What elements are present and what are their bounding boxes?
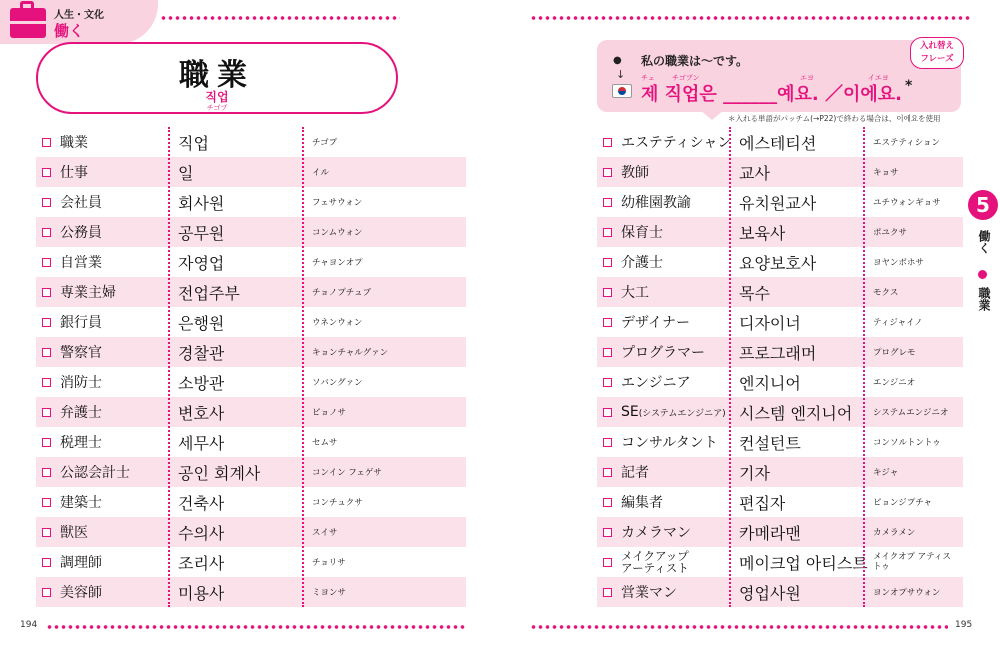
japanese-term (42, 427, 102, 457)
korean-reading: ミヨンサ (312, 588, 347, 598)
japanese-term-text: 建築士 (60, 495, 102, 511)
korean-term: 변호사 (178, 403, 225, 423)
table-row (597, 157, 963, 187)
checkbox[interactable] (603, 138, 612, 147)
table-row (36, 217, 466, 247)
phrase-box-tail (700, 110, 724, 120)
japanese-term (42, 157, 88, 187)
checkbox[interactable] (603, 228, 612, 237)
checkbox[interactable] (603, 498, 612, 507)
top-dotted-border-right (530, 16, 970, 20)
table-row (36, 397, 466, 427)
bottom-dotted-border-right (530, 625, 948, 629)
korean-term: 시스템 엔지니어 (739, 403, 853, 423)
checkbox[interactable] (42, 438, 51, 447)
japanese-term-text: 公認会計士 (60, 465, 130, 481)
korean-term: 회사원 (178, 193, 225, 213)
side-tab-topic: 職業 (977, 287, 991, 311)
checkbox[interactable] (42, 528, 51, 537)
japanese-term (603, 247, 663, 277)
japanese-term (42, 187, 102, 217)
column-divider (729, 127, 731, 607)
japanese-term (603, 307, 690, 337)
japanese-term (42, 247, 102, 277)
japanese-term (603, 577, 677, 607)
japanese-term (42, 277, 116, 307)
phrase-japanese: 私の職業は～です。 (641, 54, 749, 68)
checkbox[interactable] (603, 258, 612, 267)
korean-reading: ティジャイノ (873, 318, 923, 328)
japanese-term-text: 大工 (621, 285, 649, 301)
table-row (36, 487, 466, 517)
korean-reading-line-2: トゥ (873, 562, 890, 572)
table-row (597, 277, 963, 307)
table-row (36, 517, 466, 547)
korean-reading: チャヨンオプ (312, 258, 363, 268)
korean-reading: コンイン フェゲサ (312, 468, 382, 478)
table-row (597, 217, 963, 247)
japanese-term-text: 獣医 (60, 525, 88, 541)
korean-reading: ヨヤンボホサ (873, 258, 924, 268)
japanese-term-text: SE (621, 404, 639, 420)
japanese-term (603, 517, 691, 547)
phrase-reading-che: チェ (641, 74, 655, 82)
korean-term: 카메라맨 (739, 523, 801, 543)
japanese-term-note: (システムエンジニア) (638, 408, 726, 419)
japanese-term-text: 仕事 (60, 165, 88, 181)
page-number-left: 194 (20, 620, 38, 630)
table-row (36, 577, 466, 607)
table-row (36, 367, 466, 397)
korean-reading: ヨンオプサウォン (873, 588, 941, 598)
japanese-term-text: 職業 (60, 135, 88, 151)
vocab-table-right (597, 127, 963, 607)
checkbox[interactable] (603, 168, 612, 177)
korean-term: 기자 (739, 463, 770, 483)
japanese-term-text: 美容師 (60, 585, 102, 601)
checkbox[interactable] (42, 318, 51, 327)
title-korean: 직업 (205, 90, 229, 104)
japanese-term (42, 487, 102, 517)
japanese-term-text: デザイナー (621, 315, 691, 331)
japanese-term-text: プログラマー (621, 345, 705, 361)
korean-reading: ユチウォンギョサ (873, 198, 941, 208)
korean-reading: チョノプチュブ (312, 288, 371, 298)
korean-term: 미용사 (178, 583, 225, 603)
korea-flag-icon (612, 84, 632, 98)
checkbox[interactable] (603, 198, 612, 207)
japanese-term (603, 547, 689, 577)
korean-term: 영업사원 (739, 583, 801, 603)
vocab-table-left (36, 127, 466, 607)
korean-term: 편집자 (739, 493, 786, 513)
korean-term: 은행원 (178, 313, 225, 333)
checkbox[interactable] (42, 198, 51, 207)
korean-term: 건축사 (178, 493, 225, 513)
japanese-term-text: 公務員 (60, 225, 102, 241)
checkbox[interactable] (603, 408, 612, 417)
japanese-term (42, 367, 102, 397)
japanese-term (42, 337, 102, 367)
korean-term: 직업 (178, 133, 209, 153)
checkbox[interactable] (603, 348, 612, 357)
korean-reading: フェサウォン (312, 198, 363, 208)
japanese-term (603, 457, 649, 487)
korean-term: 유치원교사 (739, 193, 817, 213)
table-row (597, 457, 963, 487)
korean-reading: セムサ (312, 438, 338, 448)
korean-term: 조리사 (178, 553, 225, 573)
table-row (36, 547, 466, 577)
swap-phrase-label-1: 入れ替え (919, 41, 954, 51)
korean-reading: キジャ (873, 468, 899, 478)
table-row (597, 547, 963, 577)
korean-term: 공인 회계사 (178, 463, 261, 483)
column-divider (302, 127, 304, 607)
table-row (36, 187, 466, 217)
korean-reading: エステティション (873, 138, 940, 148)
korean-term: 목수 (739, 283, 770, 303)
korean-reading: ウネンウォン (312, 318, 363, 328)
japanese-term-text: 税理士 (60, 435, 102, 451)
japanese-term-text: 弁護士 (60, 405, 102, 421)
korean-reading: キョサ (873, 168, 899, 178)
phrase-reading-ieyo: イエヨ (868, 74, 889, 82)
checkbox[interactable] (42, 288, 51, 297)
japanese-term-line-2: アーティスト (621, 561, 689, 575)
korean-reading: プログレモ (873, 348, 916, 358)
phrase-asterisk: * (905, 78, 913, 94)
korean-term: 메이크업 아티스트 (739, 553, 868, 573)
korean-reading: ピョノサ (312, 408, 347, 418)
japanese-term-text: 会社員 (60, 195, 102, 211)
section-label: 働く (54, 22, 85, 40)
korean-reading: カメラメン (873, 528, 916, 538)
table-row (597, 397, 963, 427)
checkbox[interactable] (42, 138, 51, 147)
table-row (597, 187, 963, 217)
checkbox[interactable] (42, 558, 51, 567)
korean-term: 컨설턴트 (739, 433, 801, 453)
japanese-term-text: 幼稚園教諭 (621, 195, 691, 211)
korean-reading (873, 547, 951, 577)
table-row (597, 367, 963, 397)
japanese-term (603, 277, 649, 307)
checkbox[interactable] (42, 378, 51, 387)
korean-reading: キョンチャルグァン (312, 348, 389, 358)
checkbox[interactable] (42, 258, 51, 267)
japanese-term (42, 217, 102, 247)
checkbox[interactable] (42, 348, 51, 357)
korean-reading: チョリサ (312, 558, 346, 568)
japanese-term (603, 367, 691, 397)
korean-term: 교사 (739, 163, 770, 183)
japanese-term-text: カメラマン (621, 525, 691, 541)
table-row (36, 247, 466, 277)
phrase-arrow: ↓ (616, 68, 626, 81)
korean-reading: ポユクサ (873, 228, 908, 238)
checkbox[interactable] (42, 468, 51, 477)
japanese-term-text: 営業マン (621, 585, 677, 601)
phrase-bullet: ● (613, 55, 622, 66)
korean-term: 에스테티션 (739, 133, 817, 153)
korean-term: 공무원 (178, 223, 225, 243)
japanese-term-text: 編集者 (621, 495, 663, 511)
checkbox[interactable] (42, 168, 51, 177)
table-row (597, 127, 963, 157)
title-reading: チゴプ (206, 104, 228, 112)
japanese-term (42, 547, 102, 577)
japanese-term-text: 調理師 (60, 555, 102, 571)
checkbox[interactable] (603, 378, 612, 387)
checkbox[interactable] (603, 438, 612, 447)
korean-reading: エンジニオ (873, 378, 916, 388)
table-row (597, 307, 963, 337)
japanese-term-text: 警察官 (60, 345, 102, 361)
japanese-term-text: 消防士 (60, 375, 102, 391)
korean-reading: イル (312, 168, 330, 178)
japanese-term-text: 教師 (621, 165, 649, 181)
korean-reading: コンチュクサ (312, 498, 363, 508)
column-divider (863, 127, 865, 607)
checkbox[interactable] (42, 228, 51, 237)
korean-reading: ピョンジプチャ (873, 498, 933, 508)
phrase-reading-chigobun: チゴブン (672, 74, 700, 82)
table-row (597, 487, 963, 517)
table-row (36, 307, 466, 337)
table-row (36, 277, 466, 307)
korean-reading-line-1: メイクオプ アティス (873, 552, 951, 562)
korean-term: 일 (178, 163, 194, 183)
japanese-term (603, 217, 663, 247)
table-row (36, 157, 466, 187)
checkbox[interactable] (603, 468, 612, 477)
japanese-term (603, 157, 649, 187)
phrase-reading-yeo: エヨ (800, 74, 814, 82)
korean-reading: チゴプ (312, 138, 338, 148)
side-tab-section: 働く (977, 230, 991, 254)
korean-term: 전업주부 (178, 283, 240, 303)
checkbox[interactable] (603, 528, 612, 537)
checkbox[interactable] (42, 498, 51, 507)
korean-term: 수의사 (178, 523, 225, 543)
korean-reading: システムエンジニオ (873, 408, 949, 418)
checkbox[interactable] (42, 408, 51, 417)
page-title: 職業 (179, 58, 255, 93)
checkbox[interactable] (42, 588, 51, 597)
column-divider (168, 127, 170, 607)
table-row (597, 247, 963, 277)
korean-reading: スイサ (312, 528, 338, 538)
japanese-term-text: エステティシャン (621, 135, 732, 151)
checkbox[interactable] (603, 288, 612, 297)
korean-reading: コンソルトントゥ (873, 438, 941, 448)
japanese-term-text: エンジニア (621, 375, 691, 391)
korean-term: 소방관 (178, 373, 225, 393)
table-row (36, 127, 466, 157)
phrase-note: ＊入れる単語がパッチム(→P22)で終わる場合は、이에요を使用 (728, 114, 941, 123)
japanese-term (603, 427, 718, 457)
japanese-term-text: コンサルタント (621, 435, 718, 451)
japanese-term (603, 127, 731, 157)
japanese-term (42, 307, 102, 337)
japanese-term-text: 記者 (621, 465, 649, 481)
korean-term: 보육사 (739, 223, 786, 243)
swap-phrase-button[interactable] (910, 37, 964, 69)
korean-term: 디자이너 (739, 313, 801, 333)
korean-term: 경찰관 (178, 343, 225, 363)
japanese-term (603, 487, 663, 517)
category-label: 人生・文化 (54, 10, 104, 21)
japanese-term (42, 577, 102, 607)
phrase-korean: 제 직업은 ______예요. ／이에요. (641, 84, 902, 105)
table-row (597, 517, 963, 547)
japanese-term (42, 127, 88, 157)
korean-reading: モクス (873, 288, 899, 298)
top-dotted-border-left (160, 16, 400, 20)
table-row (597, 427, 963, 457)
japanese-term (603, 187, 691, 217)
japanese-term (603, 397, 726, 427)
side-tab-dot (978, 270, 987, 279)
table-row (36, 457, 466, 487)
checkbox[interactable] (603, 588, 612, 597)
korean-term: 자영업 (178, 253, 225, 273)
korean-term: 세무사 (178, 433, 225, 453)
japanese-term-text: 保育士 (621, 225, 663, 241)
chapter-number-badge: 5 (968, 190, 998, 220)
korean-term: 엔지니어 (739, 373, 801, 393)
page-number-right: 195 (955, 620, 973, 630)
japanese-term (42, 517, 88, 547)
table-row (597, 577, 963, 607)
korean-reading: コンムウォン (312, 228, 363, 238)
bottom-dotted-border-left (46, 625, 466, 629)
table-row (597, 337, 963, 367)
briefcase-icon (10, 8, 46, 38)
korean-reading: ソバングァン (312, 378, 363, 388)
japanese-term-text: 自営業 (60, 255, 102, 271)
japanese-term-text: 銀行員 (60, 315, 102, 331)
korean-term: 요양보호사 (739, 253, 817, 273)
checkbox[interactable] (603, 558, 612, 567)
checkbox[interactable] (603, 318, 612, 327)
japanese-term-text: 専業主婦 (60, 285, 116, 301)
japanese-term-text: 介護士 (621, 255, 663, 271)
table-row (36, 427, 466, 457)
swap-phrase-label-2: フレーズ (920, 54, 954, 64)
japanese-term (42, 457, 130, 487)
korean-term: 프로그래머 (739, 343, 817, 363)
japanese-term (42, 397, 102, 427)
japanese-term-line-1: メイクアップ (621, 549, 689, 563)
table-row (36, 337, 466, 367)
japanese-term (603, 337, 705, 367)
